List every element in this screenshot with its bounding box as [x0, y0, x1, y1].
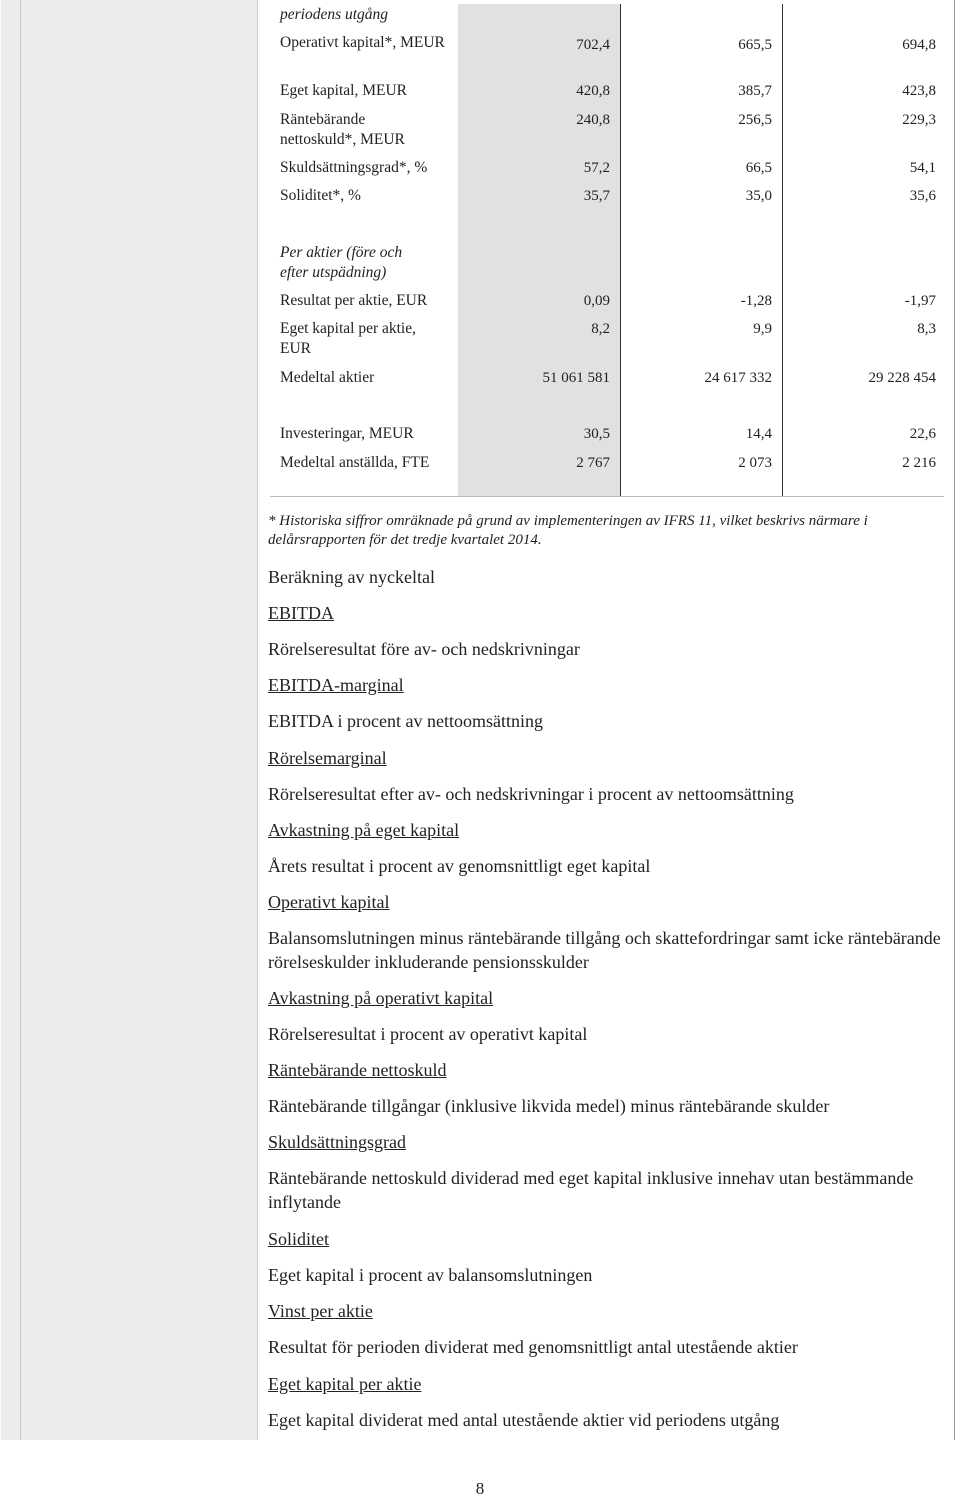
column-divider	[782, 4, 783, 496]
definition-term: EBITDA-marginal	[268, 675, 404, 695]
margin-column-wide	[21, 0, 258, 1440]
definition-term: Rörelsemarginal	[268, 748, 387, 768]
cell-value: -1,28	[740, 293, 772, 309]
cell-value: -1,97	[904, 293, 936, 309]
cell-value: 423,8	[902, 83, 936, 99]
cell-value: 385,7	[738, 83, 772, 99]
cell-value: 2 073	[738, 455, 772, 471]
cell-value: 22,6	[909, 426, 936, 442]
row-label: Operativt kapital*, MEUR	[280, 34, 445, 51]
definition-text: Balansomslutningen minus räntebärande tillgång och skattefordringar samt icke räntebärande rörelseskulder inkluderande pensionsskulder	[268, 928, 941, 972]
cell-value: 30,5	[583, 426, 610, 442]
definition-term: Räntebärande nettoskuld	[268, 1060, 447, 1080]
definition-term: Avkastning på operativt kapital	[268, 988, 494, 1008]
definitions-title: Beräkning av nyckeltal	[268, 567, 435, 587]
definition-text: Rörelseresultat före av- och nedskrivningar	[268, 639, 580, 659]
cell-value: 229,3	[902, 112, 936, 128]
cell-value: 9,9	[753, 321, 772, 337]
column-divider	[620, 4, 621, 496]
row-label: Eget kapital per aktie, EUR	[280, 320, 416, 357]
row-label: Resultat per aktie, EUR	[280, 292, 428, 309]
cell-value: 0,09	[583, 293, 610, 309]
definition-text: Eget kapital dividerat med antal utestående aktier vid periodens utgång	[268, 1410, 780, 1430]
row-label: Medeltal anställda, FTE	[280, 454, 430, 471]
definition-term: Soliditet	[268, 1229, 330, 1249]
row-label: Skuldsättningsgrad*, %	[280, 159, 428, 176]
cell-value: 256,5	[738, 112, 772, 128]
definition-text: Rörelseresultat i procent av operativt kapital	[268, 1024, 588, 1044]
definition-term: Eget kapital per aktie	[268, 1374, 422, 1394]
definition-term: Skuldsättningsgrad	[268, 1132, 406, 1152]
cell-value: 2 216	[902, 455, 936, 471]
definition-term: Avkastning på eget kapital	[268, 820, 460, 840]
definition-text: Rörelseresultat efter av- och nedskrivningar i procent av nettoomsättning	[268, 784, 794, 804]
row-label: Investeringar, MEUR	[280, 425, 414, 442]
row-label: Medeltal aktier	[280, 369, 375, 386]
cell-value: 54,1	[909, 160, 936, 176]
definition-text: Räntebärande nettoskuld dividerad med eget kapital inklusive innehav utan bestämmande inflytande	[268, 1168, 914, 1212]
cell-value: 57,2	[583, 160, 610, 176]
section-label: periodens utgång	[280, 6, 389, 23]
row-label: Soliditet*, %	[280, 187, 361, 204]
highlight-column	[458, 4, 620, 496]
definition-text: Resultat för perioden dividerat med genomsnittligt antal utestående aktier	[268, 1337, 798, 1357]
per-share-label: Per aktier (före och efter utspädning)	[280, 244, 403, 281]
definition-text: Eget kapital i procent av balansomslutningen	[268, 1265, 593, 1285]
cell-value: 24 617 332	[704, 370, 772, 386]
cell-value: 29 228 454	[868, 370, 936, 386]
cell-value: 8,3	[917, 321, 936, 337]
cell-value: 35,7	[583, 188, 610, 204]
definition-text: Årets resultat i procent av genomsnittligt eget kapital	[268, 856, 651, 876]
footnote: * Historiska siffror omräknade på grund av implementeringen av IFRS 11, vilket beskrivs närmare i delårsrapporten för det tredje kvartalet 2014.	[268, 513, 868, 548]
cell-value: 240,8	[576, 112, 610, 128]
margin-column-narrow	[1, 0, 21, 1440]
cell-value: 66,5	[745, 160, 772, 176]
definition-term: Vinst per aktie	[268, 1301, 373, 1321]
row-label: Eget kapital, MEUR	[280, 82, 407, 99]
definition-text: EBITDA i procent av nettoomsättning	[268, 711, 543, 731]
definition-term: EBITDA	[268, 603, 334, 623]
row-label: Räntebärande nettoskuld*, MEUR	[280, 111, 405, 148]
cell-value: 35,6	[909, 188, 936, 204]
page-number: 8	[475, 1479, 485, 1498]
cell-value: 2 767	[576, 455, 610, 471]
cell-value: 420,8	[576, 83, 610, 99]
cell-value: 35,0	[745, 188, 772, 204]
cell-value: 665,5	[738, 37, 772, 53]
table-bottom-rule	[270, 496, 944, 497]
cell-value: 8,2	[591, 321, 610, 337]
cell-value: 702,4	[576, 37, 610, 53]
definition-text: Räntebärande tillgångar (inklusive likvida medel) minus räntebärande skulder	[268, 1096, 830, 1116]
cell-value: 14,4	[745, 426, 772, 442]
cell-value: 694,8	[902, 37, 936, 53]
cell-value: 51 061 581	[542, 370, 610, 386]
definition-term: Operativt kapital	[268, 892, 390, 912]
